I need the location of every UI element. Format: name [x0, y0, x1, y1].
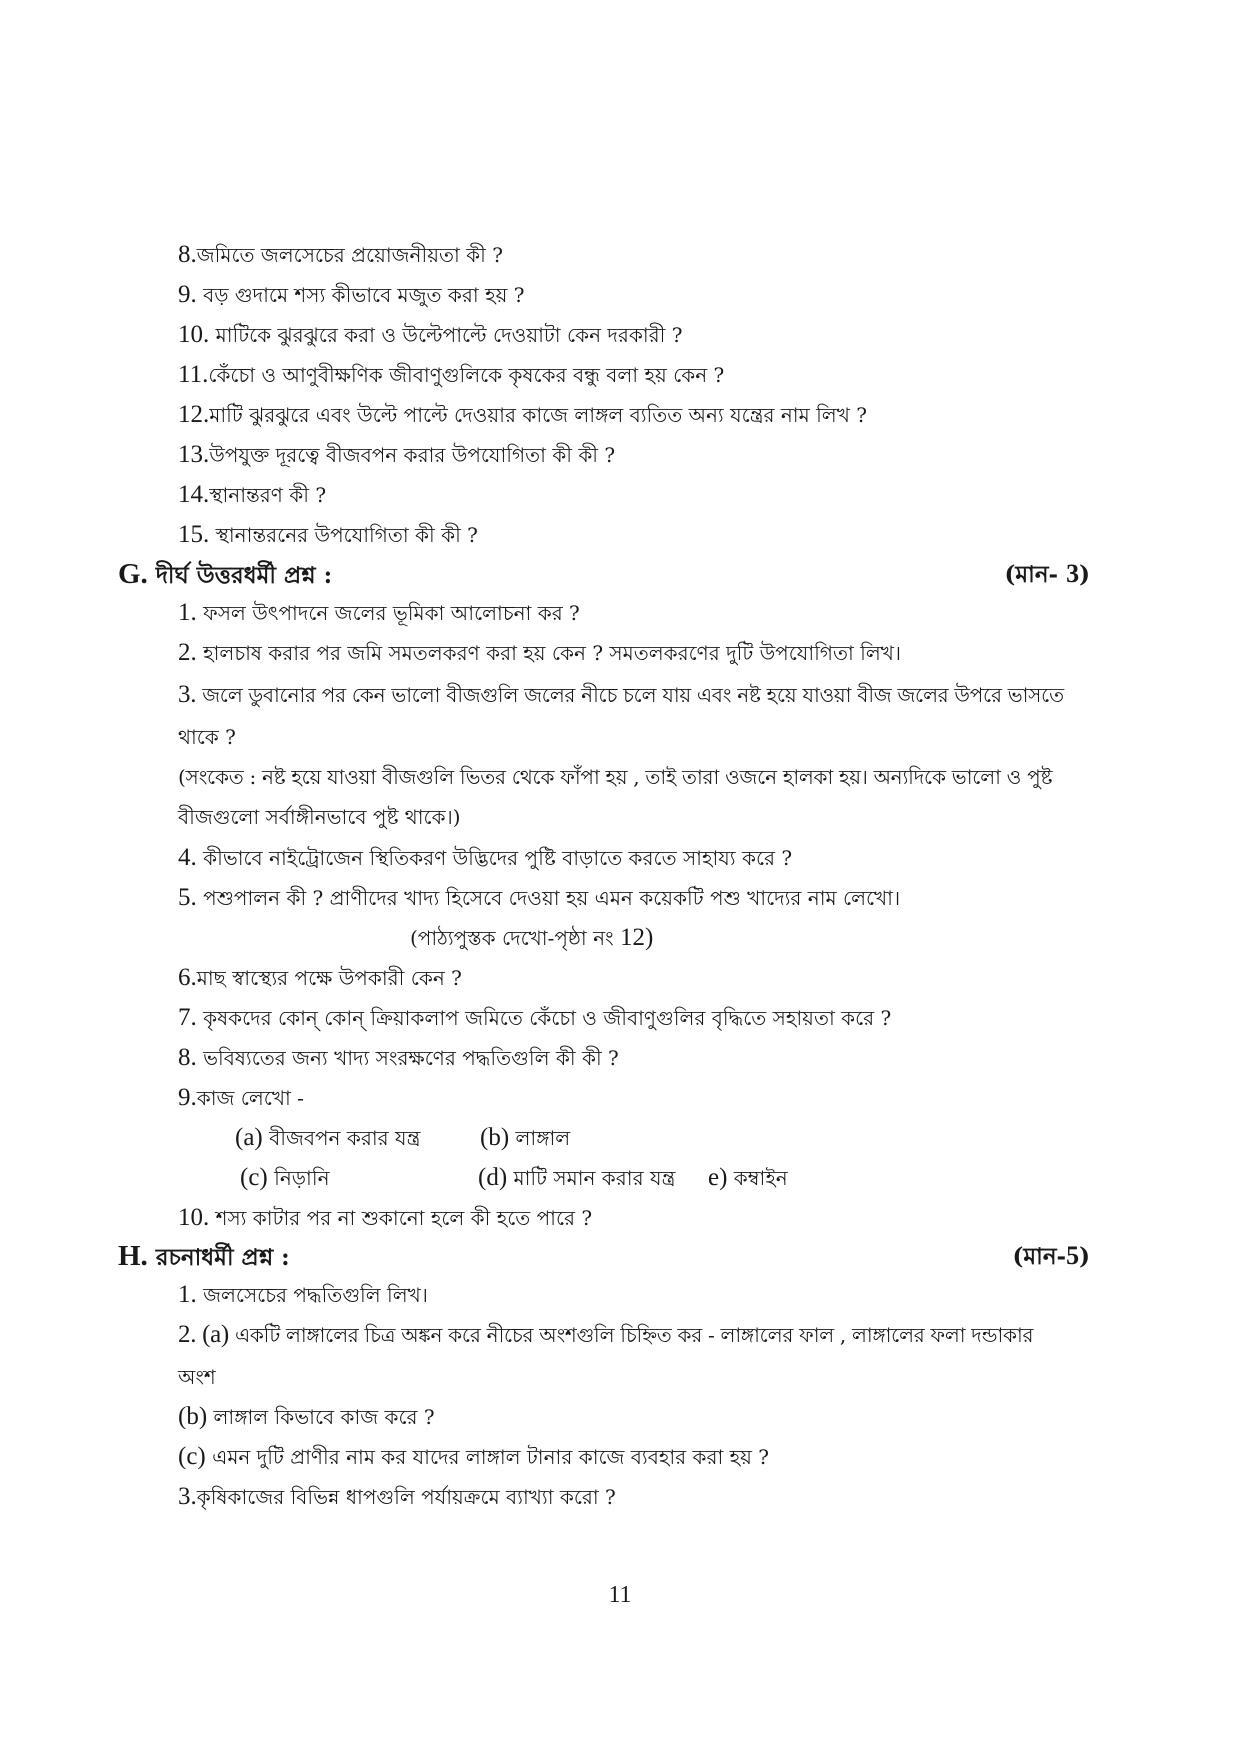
- question-number: 11.: [178, 361, 209, 388]
- question-number: 2.: [178, 1321, 197, 1348]
- textbook-reference: (পাঠ্যপুস্তক দেখো-পৃষ্ঠা নং 12): [410, 924, 654, 951]
- question-h-2: 2. (a) একটি লাঙ্গালের চিত্র অঙ্কন করে নীচের অংশগুলি চিহ্নিত কর - লাঙ্গালের ফাল , লাঙ্গালের ফলা দন্ডাকার: [178, 1321, 1034, 1348]
- question-number: 8.: [178, 241, 197, 268]
- question-f-10: [178, 320, 682, 350]
- question-text: জলসেচের পদ্ধতিগুলি লিখ।: [196, 1283, 428, 1307]
- question-h-3: [178, 1482, 616, 1512]
- question-g-10: [178, 1203, 592, 1233]
- question-text: মাটিকে ঝুরঝুরে করা ও উল্টেপাল্টে দেওয়াটা কেন দরকারী ?: [209, 323, 683, 347]
- hint-line-1: (সংকেত : নষ্ট হয়ে যাওয়া বীজগুলি ভিতর থেকে ফাঁপা হয় , তাই তারা ওজনে হালকা হয়। অন্যদিকে ভালো ও পুষ্ট: [178, 765, 1053, 789]
- question-text: হালচাষ করার পর জমি সমতলকরণ করা হয় কেন ? সমতলকরণের দুটি উপযোগিতা লিখ।: [196, 641, 902, 665]
- question-number: 15.: [178, 521, 210, 548]
- question-text: মাছ স্বাস্থ্যের পক্ষে উপকারী কেন ?: [196, 966, 462, 990]
- question-number: 13.: [178, 441, 210, 468]
- option-d: (d) মাটি সমান করার যন্ত্র: [478, 1164, 676, 1191]
- question-text: একটি লাঙ্গালের চিত্র অঙ্কন করে নীচের অংশগুলি চিহ্নিত কর - লাঙ্গালের ফাল , লাঙ্গালের ফলা দন্ডাকার: [228, 1323, 1034, 1347]
- question-text: কাজ লেখো -: [196, 1086, 304, 1110]
- question-g-3-continued: থাকে ?: [178, 725, 236, 749]
- question-text: বড় গুদামে শস্য কীভাবে মজুত করা হয় ?: [196, 283, 525, 307]
- question-number: 14.: [178, 481, 210, 508]
- question-text: ফসল উৎপাদনে জলের ভূমিকা আলোচনা কর ?: [196, 601, 580, 625]
- question-text: স্থানান্তরণ কী ?: [209, 483, 327, 507]
- section-g-marks: (মান- 3): [1004, 559, 1090, 588]
- question-text: পশুপালন কী ? প্রাণীদের খাদ্য হিসেবে দেওয়া হয় এমন কয়েকটি পশু খাদ্যের নাম লেখো।: [196, 886, 901, 910]
- question-h-2c: (c) এমন দুটি প্রাণীর নাম কর যাদের লাঙ্গাল টানার কাজে ব্যবহার করা হয় ?: [178, 1443, 770, 1470]
- question-g-3: [178, 680, 1064, 710]
- question-f-8: [178, 240, 503, 270]
- question-g-2: [178, 638, 901, 668]
- question-number: 3.: [178, 1483, 197, 1510]
- question-f-9: [178, 280, 524, 310]
- question-f-13: [178, 440, 615, 470]
- section-title: রচনাধর্মী প্রশ্ন :: [147, 1244, 290, 1271]
- section-h-marks: (মান-5): [1012, 1241, 1090, 1270]
- section-letter: G.: [118, 558, 148, 590]
- question-g-7: [178, 1003, 891, 1033]
- question-number: 12.: [178, 401, 210, 428]
- question-number: 10.: [178, 321, 210, 348]
- question-g-4: [178, 843, 792, 873]
- question-number: 9.: [178, 1084, 197, 1111]
- question-text: কেঁচো ও আণুবীক্ষণিক জীবাণুগুলিকে কৃষকের বন্ধু বলা হয় কেন ?: [208, 363, 725, 387]
- section-title: দীর্ঘ উত্তরধর্মী প্রশ্ন :: [147, 562, 333, 589]
- section-h-heading: [118, 1240, 290, 1274]
- option-e: e) কম্বাইন: [708, 1164, 788, 1191]
- question-number: 3.: [178, 681, 197, 708]
- question-g-1: [178, 598, 580, 628]
- question-f-12: [178, 400, 867, 430]
- hint-line-2: বীজগুলো সর্বাঙ্গীনভাবে পুষ্ট থাকে।): [178, 805, 461, 829]
- question-text: মাটি ঝুরঝুরে এবং উল্টে পাল্টে দেওয়ার কাজে লাঙ্গল ব্যতিত অন্য যন্ত্রের নাম লিখ ?: [209, 403, 867, 427]
- question-number: 6.: [178, 964, 197, 991]
- question-g-5: [178, 883, 900, 913]
- question-g-6: [178, 963, 462, 993]
- question-number: 9.: [178, 281, 197, 308]
- question-h-2b: (b) লাঙ্গাল কিভাবে কাজ করে ?: [178, 1403, 435, 1430]
- question-number: 10.: [178, 1204, 210, 1231]
- option-b: (b) লাঙ্গাল: [480, 1124, 571, 1151]
- question-g-9: [178, 1083, 304, 1113]
- question-f-11: [178, 360, 724, 390]
- question-number: 1.: [178, 599, 197, 626]
- question-text: কীভাবে নাইট্রোজেন স্থিতিকরণ উদ্ভিদের পুষ্টি বাড়াতে করতে সাহায্য করে ?: [196, 846, 793, 870]
- question-number: 1.: [178, 1281, 197, 1308]
- question-number: 2.: [178, 639, 197, 666]
- question-f-15: [178, 520, 478, 550]
- question-text: কৃষিকাজের বিভিন্ন ধাপগুলি পর্যায়ক্রমে ব্যাখ্যা করো ?: [196, 1485, 616, 1509]
- option-c: (c) নিড়ানি: [240, 1164, 330, 1191]
- section-letter: H.: [118, 1240, 148, 1272]
- question-number: 7.: [178, 1004, 197, 1031]
- question-g-8: [178, 1043, 619, 1073]
- question-text: জলে ডুবানোর পর কেন ভালো বীজগুলি জলের নীচে চলে যায় এবং নষ্ট হয়ে যাওয়া বীজ জলের উপরে ভাসতে: [196, 683, 1064, 707]
- question-number: 4.: [178, 844, 197, 871]
- question-text: ভবিষ্যতের জন্য খাদ্য সংরক্ষণের পদ্ধতিগুলি কী কী ?: [196, 1046, 619, 1070]
- page-number: 11: [608, 1582, 632, 1608]
- question-text: জমিতে জলসেচের প্রয়োজনীয়তা কী ?: [196, 243, 503, 267]
- question-f-14: [178, 480, 326, 510]
- question-h-2-continued: অংশ: [178, 1365, 216, 1389]
- question-number: 8.: [178, 1044, 197, 1071]
- question-h-1: [178, 1280, 428, 1310]
- question-text: কৃষকদের কোন্ কোন্ ক্রিয়াকলাপ জমিতে কেঁচো ও জীবাণুগুলির বৃদ্ধিতে সহায়তা করে ?: [196, 1006, 892, 1030]
- question-text: শস্য কাটার পর না শুকানো হলে কী হতে পারে ?: [209, 1206, 593, 1230]
- question-text: স্থানান্তরনের উপযোগিতা কী কী ?: [209, 523, 478, 547]
- question-number: 5.: [178, 884, 197, 911]
- option-a: (a) বীজবপন করার যন্ত্র: [235, 1124, 421, 1151]
- question-text: উপযুক্ত দূরত্বে বীজবপন করার উপযোগিতা কী কী ?: [209, 443, 616, 467]
- section-g-heading: [118, 558, 332, 592]
